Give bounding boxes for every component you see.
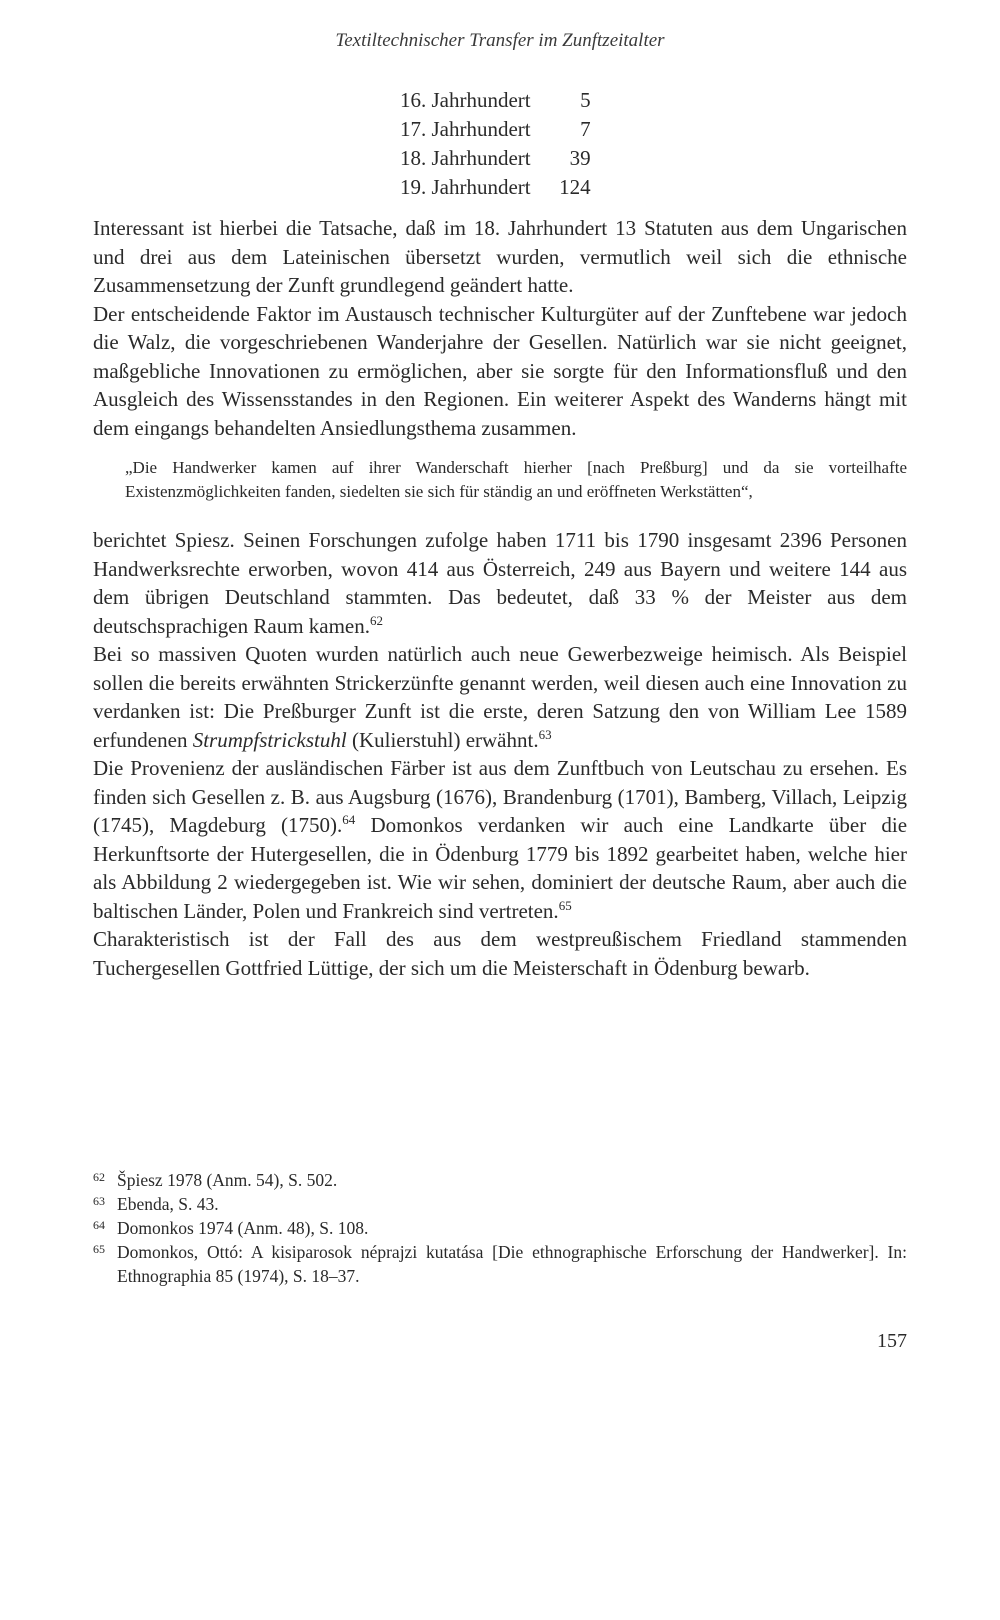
footnote-number: 64 [93,1218,105,1232]
block-quote: „Die Handwerker kamen auf ihrer Wanderschaft hierher [nach Preßburg] und da sie vorteilhafte Existenzmöglichkeiten fanden, siedelten sie sich für ständig an und eröffneten Werkstätten“, [125,458,907,501]
century-label: 16. Jahrhundert [400,88,531,112]
table-row [400,86,591,115]
paragraph-text: Domonkos verdanken wir auch eine Landkarte über die Herkunftsorte der Hutergesellen, die in Ödenburg 1779 bis 1892 gearbeitet haben, welche hier als Abbildung 2 wiedergegeben ist. Wie wir sehen, dominiert der deutsche Raum, aber auch die baltischen Länder, Polen und Frankreich sind vertreten. [93,813,908,923]
table-row [400,144,591,173]
footnote-text: Špiesz 1978 (Anm. 54), S. 502. [117,1170,338,1190]
footnote-ref[interactable]: 62 [370,612,383,628]
century-label: 17. Jahrhundert [400,117,531,141]
table-row [400,173,591,202]
footnote [93,1168,907,1192]
statute-count: 5 [580,88,591,112]
footnote-number: 63 [93,1194,105,1208]
footnote [93,1192,907,1216]
footnote-number: 62 [93,1170,105,1184]
table-row [400,115,591,144]
paragraph: Charakteristisch ist der Fall des aus dem westpreußischem Friedland stammenden Tuchergesellen Gottfried Lüttige, der sich um die Meisterschaft in Ödenburg bewarb. [93,927,907,980]
body-text [93,214,907,982]
footnote-text: Domonkos, Ottó: A kisiparosok néprajzi kutatása [Die ethnographische Erforschung der Handwerker]. In: Ethnographia 85 (1974), S. 18–37. [117,1242,907,1286]
page-number: 157 [877,1330,907,1352]
paragraph-text: (Kulierstuhl) erwähnt. [351,727,539,752]
paragraph-text: berichtet Spiesz. Seinen Forschungen zufolge haben 1711 bis 1790 insgesamt 2396 Personen Handwerksrechte erworben, wovon 414 aus Österreich, 249 aus Bayern und weitere 144 aus dem übrigen Deutschland stammten. Das bedeutet, daß 33 % der Meister aus dem deutschsprachigen Raum kamen. [93,528,907,638]
paragraph-text: Die Provenienz der ausländischen Färber ist aus dem Zunftbuch von Leutschau zu ersehen. Es finden sich Gesellen z. B. aus Augsburg (1676), Brandenburg (1701), Bamberg, Villach, Leipzig (1745), Magdeburg (1750). [93,756,907,837]
footnote-text: Ebenda, S. 43. [117,1194,219,1214]
statute-count: 39 [569,146,591,170]
emphasized-term: Strumpfstrickstuhl [192,727,347,752]
paragraph [93,640,907,754]
footnote [93,1240,907,1288]
statute-count: 124 [559,175,591,199]
century-label: 19. Jahrhundert [400,175,531,199]
footnote-text: Domonkos 1974 (Anm. 48), S. 108. [117,1218,369,1238]
paragraph: Interessant ist hierbei die Tatsache, daß im 18. Jahrhundert 13 Statuten aus dem Ungarischen und drei aus dem Lateinischen übersetzt wurden, vermutlich weil sich die ethnische Zusammensetzung der Zunft grundlegend geändert hatte. [93,216,907,297]
footnote-ref[interactable]: 65 [558,897,572,913]
running-head: Textiltechnischer Transfer im Zunftzeitalter [335,30,665,51]
statute-count: 7 [580,117,591,141]
century-label: 18. Jahrhundert [400,146,531,170]
footnote-number: 65 [93,1242,105,1256]
paragraph [93,754,907,925]
paragraph: Der entscheidende Faktor im Austausch technischer Kulturgüter auf der Zunftebene war jedoch die Walz, die vorgeschriebenen Wanderjahre der Gesellen. Natürlich war sie nicht geeignet, maßgebliche Innovationen zu ermöglichen, aber sie sorgte für den Informationsfluß und den Ausgleich des Wissensstandes in den Regionen. Ein weiterer Aspekt des Wanderns hängt mit dem eingangs behandelten Ansiedlungsthema zusammen. [93,301,907,440]
paragraph-text: Bei so massiven Quoten wurden natürlich auch neue Gewerbezweige heimisch. Als Beispiel sollen die bereits erwähnten Strickerzünfte genannt werden, weil diesen auch eine Innovation zu verdanken ist: Die Preßburger Zunft ist die erste, deren Satzung den von William Lee 1589 erfundenen [93,642,907,752]
footnote-ref[interactable]: 64 [342,812,356,827]
footnotes [93,1168,907,1288]
century-count-table [400,86,591,202]
footnote-ref[interactable]: 63 [538,726,552,742]
paragraph [93,526,907,640]
footnote [93,1216,907,1240]
